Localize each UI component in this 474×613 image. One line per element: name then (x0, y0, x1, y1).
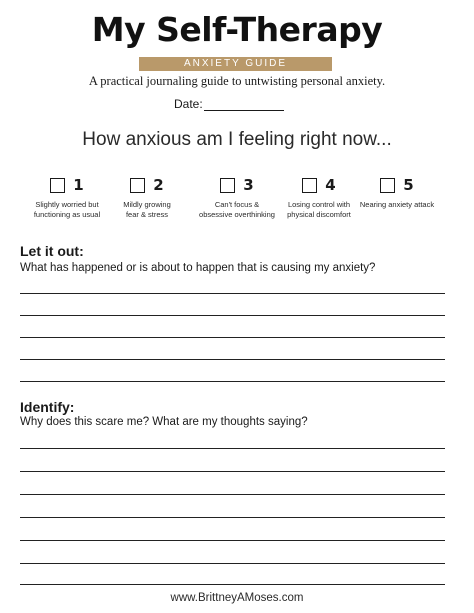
writing-line[interactable] (20, 293, 445, 294)
writing-line[interactable] (20, 315, 445, 316)
writing-line[interactable] (20, 448, 445, 449)
scale-item-1 (22, 174, 112, 220)
anxiety-question: How anxious am I feeling right now... (82, 129, 392, 150)
writing-line[interactable] (20, 381, 445, 382)
scale-checkbox-4[interactable] (302, 178, 317, 193)
section-prompt-let-it-out: What has happened or is about to happen that is causing my anxiety? (20, 262, 376, 274)
scale-description: Losing control with physical discomfort (287, 200, 351, 219)
writing-line[interactable] (20, 517, 445, 518)
writing-line[interactable] (20, 494, 445, 495)
scale-number: 2 (153, 176, 164, 194)
anxiety-guide-banner: ANXIETY GUIDE (139, 57, 332, 71)
scale-checkbox-5[interactable] (380, 178, 395, 193)
page-title: My Self-Therapy (91, 10, 383, 49)
scale-number: 5 (403, 176, 414, 194)
scale-description: Can't focus & obsessive overthinking (199, 200, 275, 219)
writing-line[interactable] (20, 563, 445, 564)
writing-line[interactable] (20, 471, 445, 472)
scale-checkbox-1[interactable] (50, 178, 65, 193)
scale-number: 4 (325, 176, 336, 194)
scale-description: Mildly growing fear & stress (123, 200, 171, 219)
scale-description: Slightly worried but functioning as usual (33, 200, 101, 219)
date-row (174, 97, 284, 111)
scale-checkbox-3[interactable] (220, 178, 235, 193)
writing-line[interactable] (20, 359, 445, 360)
scale-item-2 (102, 174, 192, 220)
section-heading-identify: Identify: (20, 399, 75, 415)
writing-line[interactable] (20, 540, 445, 541)
scale-description: Nearing anxiety attack (359, 200, 435, 209)
writing-line[interactable] (20, 337, 445, 338)
section-prompt-identify: Why does this scare me? What are my thoughts saying? (20, 416, 308, 428)
date-blank-line[interactable] (204, 99, 284, 111)
scale-number: 1 (73, 176, 84, 194)
anxiety-scale (22, 174, 462, 224)
scale-checkbox-2[interactable] (130, 178, 145, 193)
date-label: Date: (174, 97, 203, 111)
writing-line[interactable] (20, 584, 445, 585)
footer-website: www.BrittneyAMoses.com (170, 592, 304, 604)
scale-number: 3 (243, 176, 254, 194)
tagline: A practical journaling guide to untwisting personal anxiety. (88, 74, 386, 88)
scale-item-5 (347, 174, 447, 210)
section-heading-let-it-out: Let it out: (20, 243, 84, 259)
